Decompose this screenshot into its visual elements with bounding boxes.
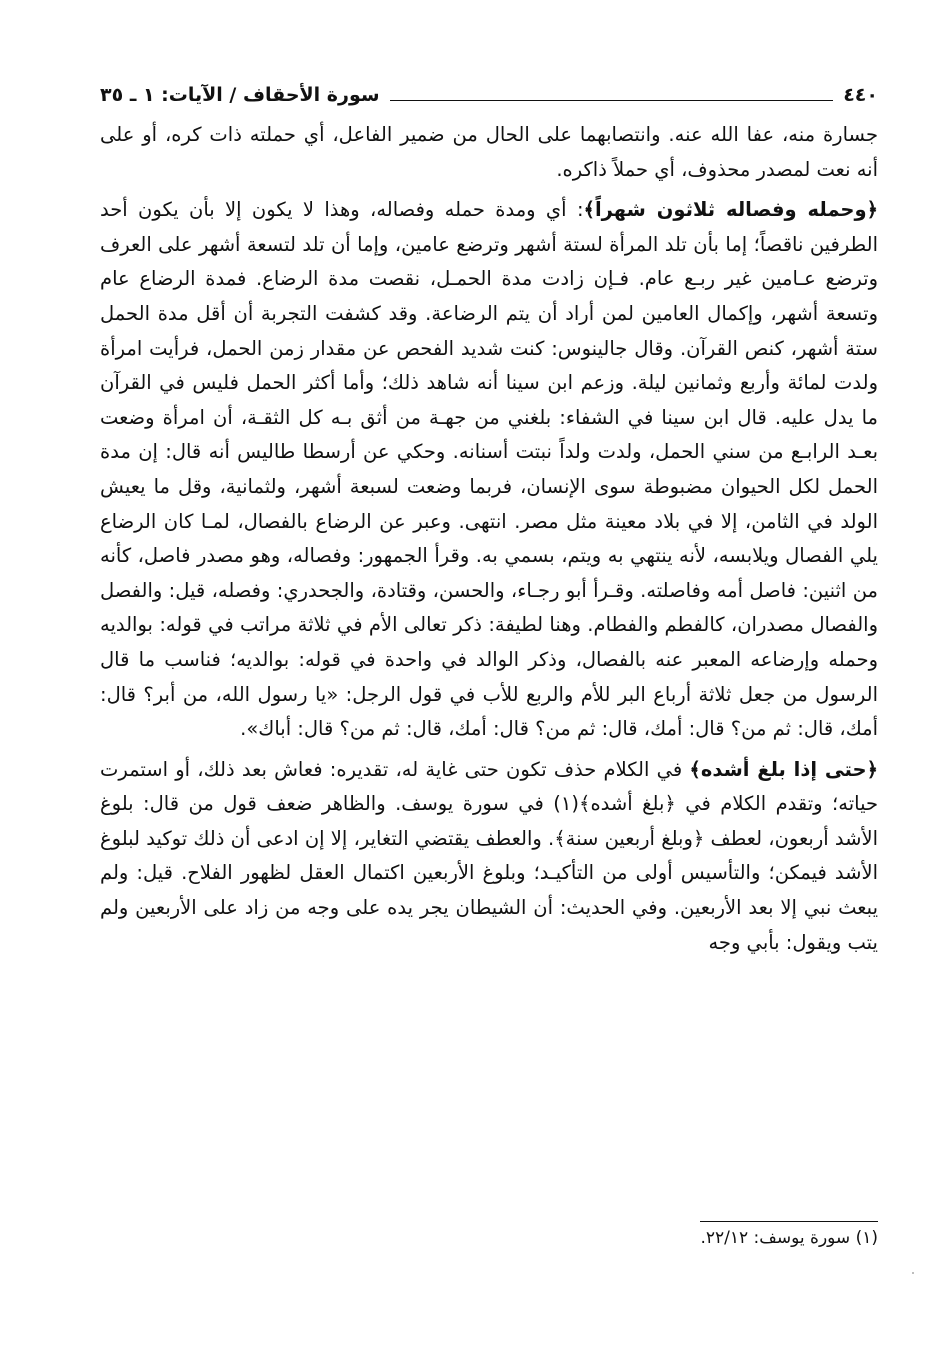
paragraph-2 bbox=[100, 193, 878, 747]
page-header bbox=[100, 78, 878, 112]
paragraph-text: جسارة منه، عفا الله عنه. وانتصابهما على الحال من ضمير الفاعل، أي حملته ذات كره، أو على أنه نعت لمصدر محذوف، أي حملاً ذاكره. bbox=[100, 123, 878, 181]
main-text bbox=[100, 118, 878, 960]
quran-verse: ﴿حتى إذا بلغ أشده﴾ bbox=[689, 757, 878, 781]
footnote-rule bbox=[700, 1221, 878, 1222]
paragraph-1 bbox=[100, 118, 878, 187]
footnote: (١) سورة يوسف: ٢٢/١٢. bbox=[700, 1228, 878, 1248]
paragraph-text: : أي ومدة حمله وفصاله، وهذا لا يكون إلا بأن يكون أحد الطرفين ناقصاً؛ إما بأن تلد المرأة لستة أشهر وترضع عامين، وإما أن تلد لتسعة أشهر على العرف وترضع عـامين غير ربـع عام. فـإن زادت مدة الحمـل، نقصت مدة الرضاع. فمدة الرضاع عام وتسعة أشهر، وإكمال العامين لمن أراد أن يتم الرضاعة. وقد كشفت التجربة أن أقل مدة الحمل ستة أشهر، كنص القرآن. وقال جالينوس: كنت شديد الفحص عن مقدار زمن الحمل، فرأيت امرأة ولدت لمائة وأربع وثمانين ليلة. وزعم ابن سينا أنه شاهد ذلك؛ وأما أكثر الحمل فليس في القرآن ما يدل عليه. قال ابن سينا في الشفاء: بلغني من جهـة من أثق بـه كل الثقـة، أن امرأة وضعت بعـد الرابـع من سني الحمل، ولدت ولداً نبتت أسنانه. وحكي عن أرسطا طاليس أنه قال: إن مدة الحمل لكل الحيوان مضبوطة سوى الإنسان، فربما وضعت لسبعة أشهر، ولثمانية، وقل ما يعيش الولد في الثامن، إلا في بلاد معينة مثل مصر. انتهى. وعبر عن الرضاع بالفصال، لمـا كان الرضاع يلي الفصال ويلابسه، لأنه ينتهي به ويتم، بسمي به. وقرأ الجمهور: وفصاله، وهو مصدر فاصل، كأنه من اثنين: فاصل أمه وفاصلته. وقـرأ أبو رجـاء، والحسن، وقتادة، والجحدري: وفصله، قيل: والفصل والفصال مصدران، كالفطم والفطام. وهنا لطيفة: ذكر تعالى الأم في ثلاثة مراتب في قوله: بوالديه وحمله وإرضاعه المعبر عنه بالفصال، وذكر الوالد في واحدة في قوله: بوالديه؛ فناسب ما قال الرسول من جعل ثلاثة أرباع البر للأم والربع للأب في قول الرجل: «يا رسول الله، من أبر؟ قال: أمك، قال: ثم من؟ قال: أمك، قال: ثم من؟ قال: أمك، قال: ثم من؟ قال: أباك». bbox=[100, 198, 878, 741]
quran-verse: ﴿وحمله وفصاله ثلاثون شهراً﴾ bbox=[583, 198, 878, 222]
paragraph-text: في الكلام حذف تكون حتى غاية له، تقديره: فعاش بعد ذلك، أو استمرت حياته؛ وتقدم الكلام في ﴿بلغ أشده﴾(١) في سورة يوسف. والظاهر ضعف قول من قال: بلوغ الأشد أربعون، لعطف ﴿وبلغ أربعين سنة﴾. والعطف يقتضي التغاير، إلا إن ادعى أن ذلك توكيد لبلوغ الأشد فيمكن؛ والتأسيس أولى من التأكيـد؛ وبلوغ الأربعين اكتمال العقل لظهور الفلاح. قيل: ولم يبعث نبي إلا بعد الأربعين. وفي الحديث: أن الشيطان يجر يده على وجه من زاد على الأربعين ولم يتب ويقول: بأبي وجه bbox=[100, 757, 879, 954]
header-title: سورة الأحقاف / الآيات: ١ ـ ٣٥ bbox=[100, 84, 380, 106]
page-number: ٤٤٠ bbox=[843, 84, 878, 106]
header-rule bbox=[390, 100, 834, 101]
paragraph-3 bbox=[100, 753, 878, 961]
scan-speck bbox=[912, 1272, 914, 1274]
